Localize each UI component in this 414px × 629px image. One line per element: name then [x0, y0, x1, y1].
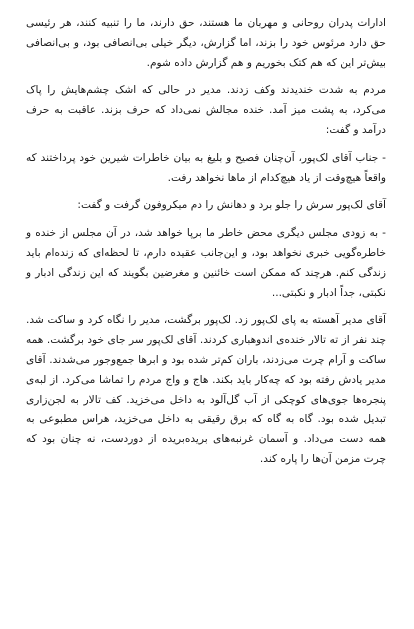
paragraph-2: مردم به شدت خندیدند وکف زدند. مدیر در حالی که اشک چشم‌هایش را پاک می‌کرد، به پشت میز آمد. خنده مجالش نمی‌داد که حرف بزند. عاقبت به حرف درآمد و گفت:	[26, 84, 386, 136]
paragraph-4: آقای لک‌پور سرش را جلو برد و دهانش را دم میکروفون گرفت و گفت:	[77, 199, 386, 212]
paragraph-6: آقای مدیر آهسته به پای لک‌پور زد. لک‌پور برگشت، مدیر را نگاه کرد و ساکت شد. چند نفر از ته تالار خنده‌ی اندوهباری کردند. آقای لک‌پور سر جای خود برگشت. همه ساکت و آرام چرت می‌زدند، باران کم‌تر شده بود و ابرها جمع‌وجور می‌شدند. آقای مدیر یادش رفته بود که چه‌کار باید بکند. هاج و واج مردم را تماشا می‌کرد. از لبه‌ی پنجره‌ها جوی‌های کوچکی از آب گل‌آلود به داخل می‌خزید. کف تالار به لجن‌زاری تبدیل شده بود. گاه به گاه که برق رقیقی به داخل می‌خزید، هراس مطبوعی به همه دست می‌داد. و آسمان غرنبه‌های بریده‌بریده از دوردست، نه چنان بود که چرت مزمن آن‌ها را پاره کند.	[26, 314, 386, 465]
paragraph-5: - به زودی مجلس دیگری محض خاطر ما برپا خواهد شد، در آن مجلس از خنده و خاطره‌گویی خبری نخواهد بود، و این‌جانب عقیده دارم، تا لحظه‌ای که زنده‌ام باید زندگی کنم. هرچند که ممکن است خائنین و مغرضین بگویند که این زندگی ادبار و نکبتی، جداً ادبار و نکبتی...	[26, 227, 386, 299]
paragraph-3: - جناب آقای لک‌پور، آن‌چنان فصیح و بلیغ به بیان خاطرات شیرین خود پرداختند که واقعاً هیچ‌وقت از یاد هیچ‌کدام از ماها نخواهد رفت.	[26, 151, 386, 184]
paragraph-1: ادارات پدران روحانی و مهربان ما هستند، حق دارند، ما را تنبیه کنند، هر رئیسی حق دارد مرئوس خود را بزند، اما گزارش، دیگر خیلی بی‌انصافی بود، و بی‌انصافی بیش‌تر این که هم کتک بخوریم و هم گزارش داده شوم.	[26, 17, 386, 69]
